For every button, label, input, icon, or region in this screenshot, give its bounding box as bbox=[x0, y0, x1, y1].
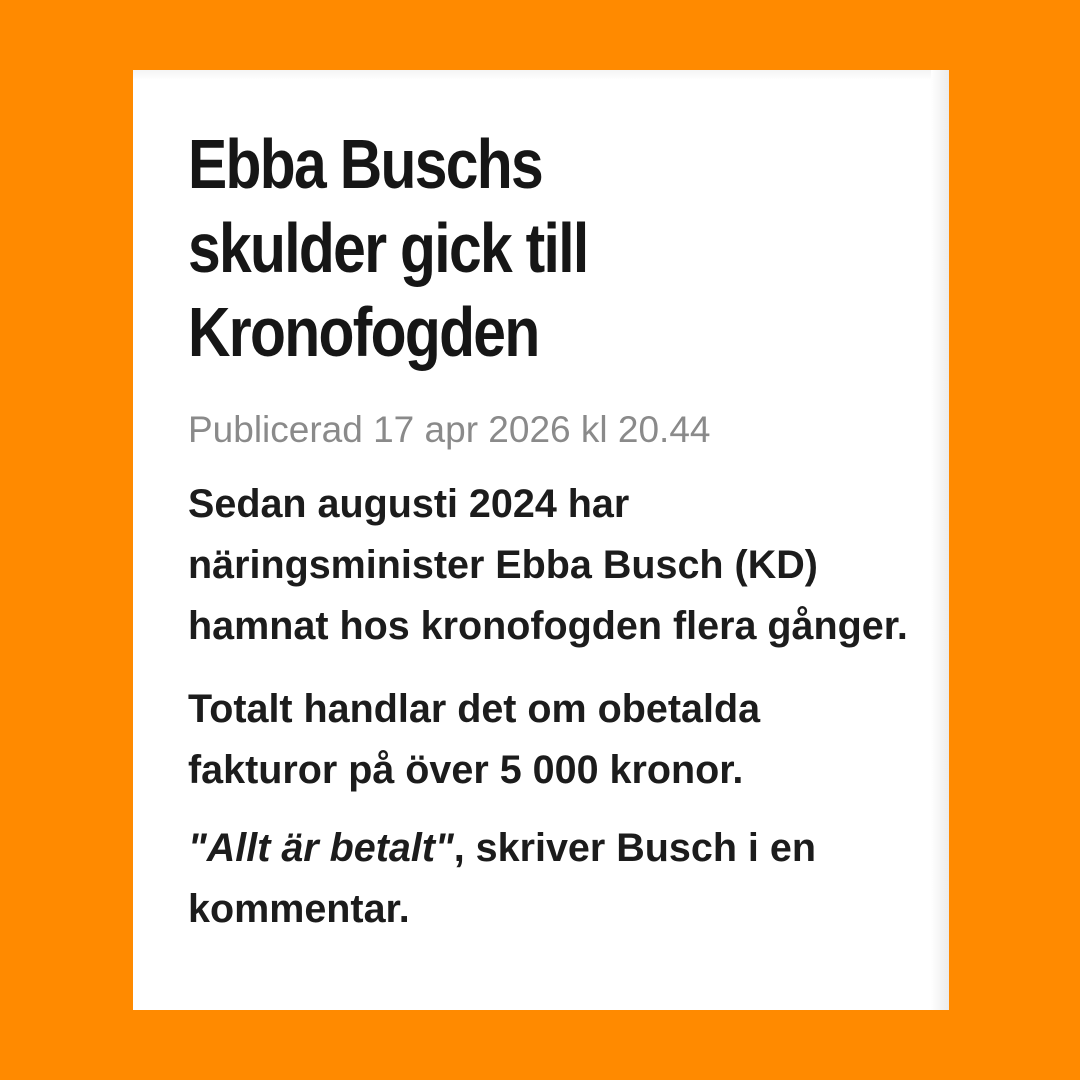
publish-date: Publicerad 17 apr 2026 kl 20.44 bbox=[188, 409, 711, 450]
card-right-edge bbox=[931, 70, 949, 1010]
article-paragraph-2: Totalt handlar det om obetalda fakturor på över 5 000 kronor. bbox=[188, 687, 761, 792]
article-content bbox=[188, 122, 908, 940]
article-headline: Ebba Buschs skulder gick till Kronofogden bbox=[188, 125, 588, 371]
card-top-shadow bbox=[133, 70, 949, 80]
quote-text: "Allt är betalt" bbox=[188, 826, 454, 870]
article-paragraph-1: Sedan augusti 2024 har näringsminister Ebba Busch (KD) hamnat hos kronofogden flera gånger. bbox=[188, 482, 908, 648]
article-paragraph-3 bbox=[188, 818, 908, 940]
article-card bbox=[133, 70, 949, 1010]
quote-attribution: , skriver Busch i en kommentar. bbox=[188, 826, 816, 931]
